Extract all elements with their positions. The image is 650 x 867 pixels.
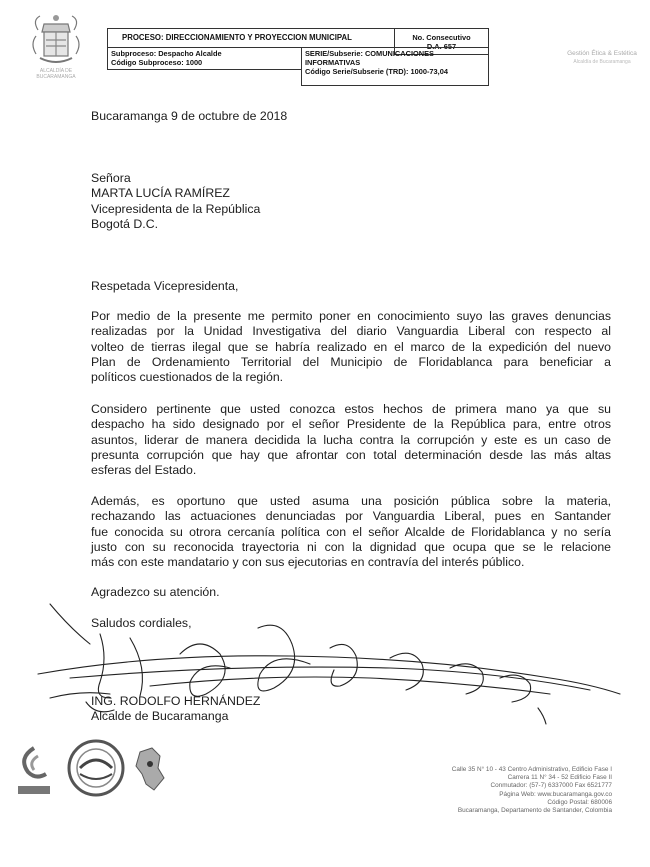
- closing-line: Saludos cordiales,: [91, 616, 192, 630]
- subproceso-cell: [107, 47, 302, 70]
- proceso-cell: PROCESO: DIRECCIONAMIENTO Y PROYECCION MUNICIPAL: [107, 28, 395, 48]
- paragraph-line: Considero pertinente que usted conozca estos hechos de primera mano ya que su: [91, 402, 611, 416]
- serie-line1: SERIE/Subserie: COMUNICACIONES: [305, 49, 434, 58]
- codigo-subproceso-text: Código Subproceso: 1000: [111, 58, 203, 67]
- paragraph-line: asuntos, liderar de manera decidida la lucha contra la corrupción y este es un caso de: [91, 432, 611, 447]
- paragraph-line: volteo de tierras ilegal que se habría realizado en el marco de la expedición del nuevo: [91, 339, 611, 354]
- footer-address: [404, 766, 612, 815]
- gestion-title: Gestión Ética & Estética: [567, 50, 637, 57]
- subproceso-text: Subproceso: Despacho Alcalde: [111, 49, 222, 58]
- municipal-crest-logo: [24, 10, 88, 80]
- paragraph-line: realizadas por la Unidad Investigativa del diario Vanguardia Liberal con respecto al: [91, 324, 611, 339]
- paragraph-1: [91, 309, 611, 385]
- paragraph-line: justo con su reconocida trayectoria ni con la dignidad que ocupa que se le relacione: [91, 539, 611, 554]
- recipient-line: Vicepresidenta de la República: [91, 201, 261, 216]
- paragraph-line: esferas del Estado.: [91, 463, 197, 478]
- paragraph-line: Por medio de la presente me permito poner en conocimiento suyo las graves denuncias: [91, 309, 611, 323]
- recipient-block: [91, 171, 260, 233]
- signer-name: ING. RODOLFO HERNÁNDEZ: [91, 694, 261, 708]
- paragraph-line: presunta corrupción que hay que afrontar con total determinación desde las más altas: [91, 447, 611, 462]
- paragraph-2: [91, 402, 611, 478]
- document-header-table: [107, 28, 489, 86]
- serie-cell: [301, 47, 489, 86]
- gestion-watermark: [562, 50, 642, 66]
- colombia-map-icon: [136, 748, 164, 790]
- paragraph-line: rechazando las actuaciones denunciadas por Vanguardia Liberal, pues en Santander: [91, 509, 611, 524]
- serie-line2: INFORMATIVAS: [305, 58, 361, 67]
- paragraph-line: despacho ha sido designado por el señor Presidente de la República para, entre otros: [91, 417, 611, 432]
- address-line: Calle 35 N° 10 - 43 Centro Administrativo, Edificio Fase I: [451, 766, 612, 773]
- consecutivo-value: D.A. 657: [426, 42, 457, 51]
- consecutivo-label: No. Consecutivo: [412, 33, 471, 42]
- letter-date: Bucaramanga 9 de octubre de 2018: [91, 109, 288, 123]
- gestion-logo-icon: [18, 748, 50, 794]
- recipient-line: Señora: [91, 171, 131, 185]
- gestion-sub: Alcaldía de Bucaramanga: [573, 59, 631, 65]
- address-line: Página Web: www.bucaramanga.gov.co: [499, 790, 612, 798]
- paragraph-3: [91, 494, 611, 570]
- signer-block: [91, 694, 260, 725]
- address-line: Carrera 11 N° 34 - 52 Edificio Fase II: [507, 774, 612, 782]
- salutation: Respetada Vicepresidenta,: [91, 279, 239, 293]
- signer-title: Alcalde de Bucaramanga: [91, 709, 229, 724]
- address-line: Conmutador: (57-7) 6337000 Fax 6521777: [490, 782, 612, 790]
- footer-logos: [14, 738, 194, 800]
- recipient-line: MARTA LUCÍA RAMÍREZ: [91, 186, 230, 201]
- codigo-serie-text: Código Serie/Subserie (TRD): 1000-73,04: [305, 67, 448, 76]
- thanks-line: Agradezco su atención.: [91, 585, 220, 599]
- svg-text:ALCALDÍA DE: ALCALDÍA DE: [39, 68, 73, 74]
- svg-text:BUCARAMANGA: BUCARAMANGA: [36, 74, 76, 80]
- address-line: Bucaramanga, Departamento de Santander, Colombia: [457, 807, 612, 815]
- recipient-line: Bogotá D.C.: [91, 217, 158, 232]
- address-line: Código Postal: 680006: [547, 798, 612, 806]
- certification-seal-icon: [69, 741, 123, 795]
- paragraph-line: más con este mandatario y con sus ejecutorias en contravía del interés público.: [91, 555, 525, 570]
- paragraph-line: fue conocida su otrora cercanía política con el señor Alcalde de Floridablanca y no sería: [91, 524, 611, 539]
- paragraph-line: Además, es oportuno que usted asuma una posición pública sobre la materia,: [91, 494, 611, 508]
- paragraph-line: políticos cuestionados de la región.: [91, 370, 284, 385]
- paragraph-line: Plan de Ordenamiento Territorial del Municipio de Floridablanca para beneficiar a: [91, 354, 611, 369]
